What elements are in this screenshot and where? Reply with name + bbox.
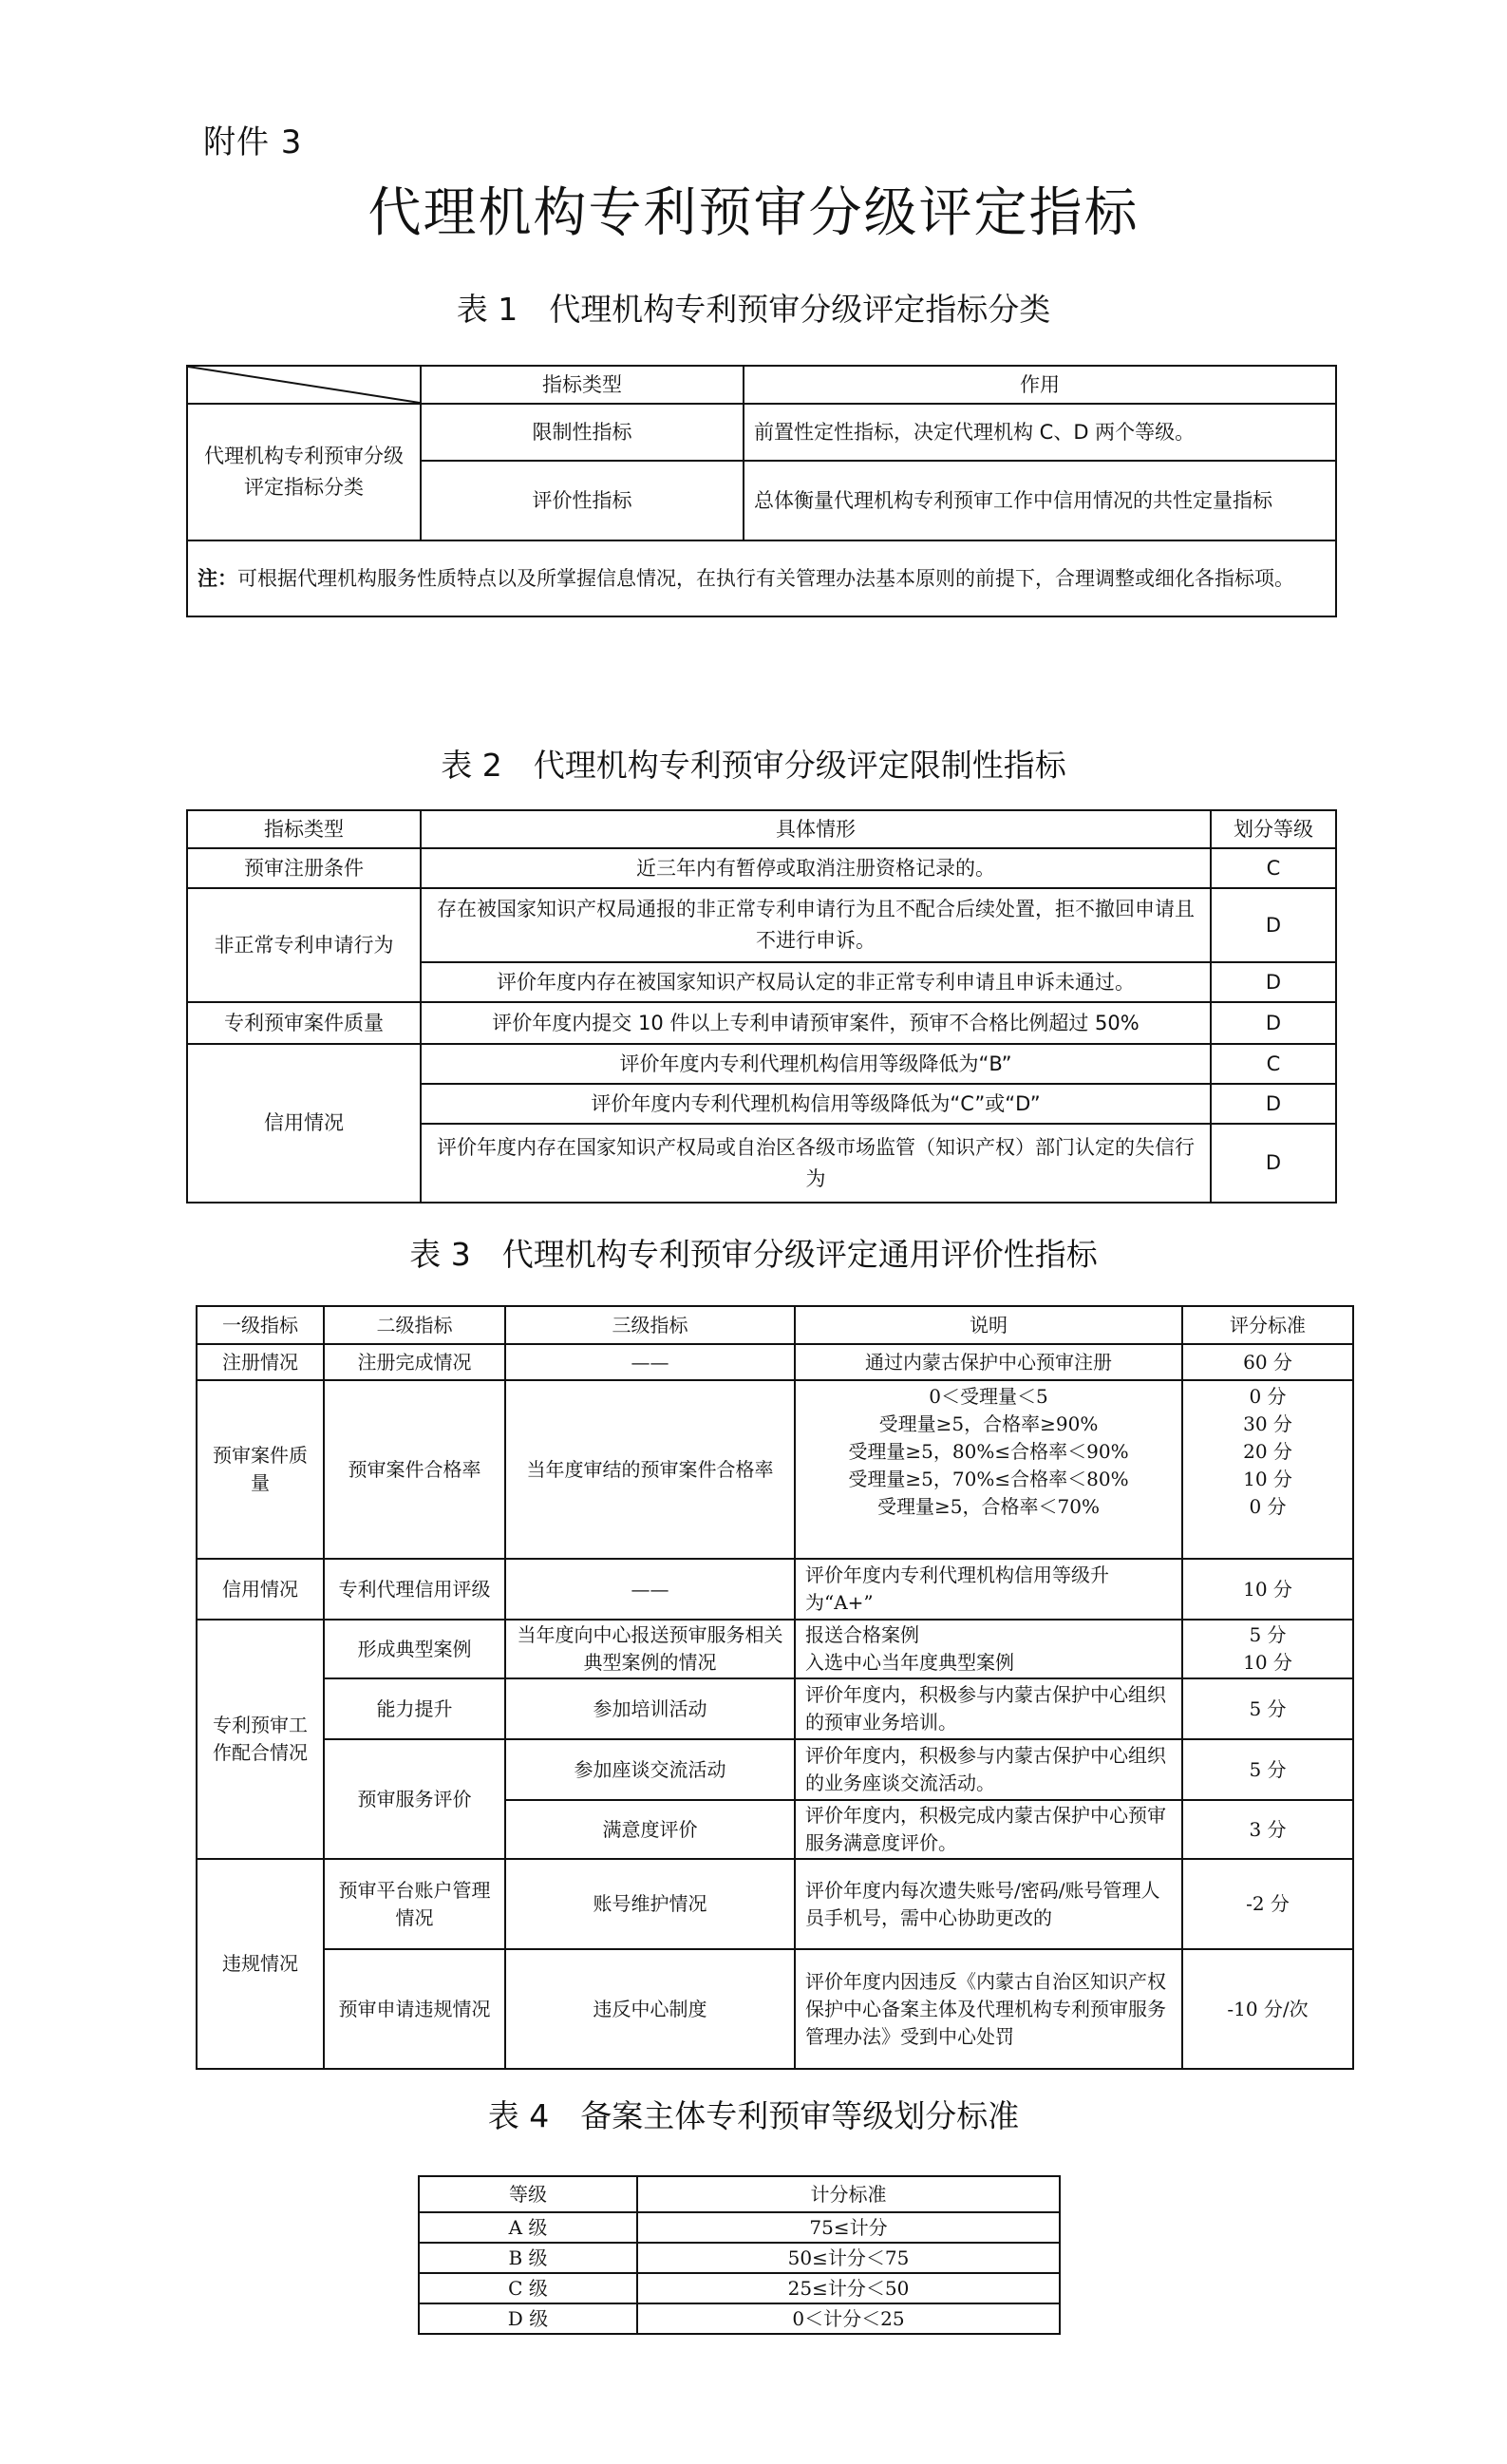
score-cell xyxy=(1182,1620,1353,1678)
quality-desc-line: 0＜受理量＜5 xyxy=(929,1385,1048,1408)
grade-cell: D xyxy=(1211,962,1336,1002)
indicator-type-cell: 限制性指标 xyxy=(421,404,744,461)
grade-cell: D xyxy=(1211,1124,1336,1203)
score-cell: 60 分 xyxy=(1182,1344,1353,1380)
table1-classification xyxy=(186,365,1337,617)
criteria-cell: 50≤计分＜75 xyxy=(637,2243,1060,2273)
grade-cell: A 级 xyxy=(419,2212,637,2243)
description-cell: 通过内蒙古保护中心预审注册 xyxy=(795,1344,1182,1380)
quality-score-line: 30 分 xyxy=(1243,1412,1292,1435)
score-cell: 3 分 xyxy=(1182,1800,1353,1859)
situation-cell: 评价年度内提交 10 件以上专利申请预审案件，预审不合格比例超过 50% xyxy=(421,1002,1211,1044)
case-score-line: 5 分 xyxy=(1249,1623,1287,1646)
situation-cell: 评价年度内存在被国家知识产权局认定的非正常专利申请且申诉未通过。 xyxy=(421,962,1211,1002)
quality-desc-line: 受理量≥5，合格率≥90% xyxy=(878,1412,1099,1435)
grade-cell: C xyxy=(1211,848,1336,888)
quality-score-line: 10 分 xyxy=(1243,1468,1292,1490)
score-cell: 5 分 xyxy=(1182,1678,1353,1739)
situation-cell: 近三年内有暂停或取消注册资格记录的。 xyxy=(421,848,1211,888)
case-desc-line: 入选中心当年度典型案例 xyxy=(805,1651,1014,1674)
description-cell: 评价年度内因违反《内蒙古自治区知识产权保护中心备案主体及代理机构专利预审服务管理办法》受到中心处罚 xyxy=(795,1949,1182,2069)
grade-cell: D xyxy=(1211,1084,1336,1124)
score-cell: -10 分/次 xyxy=(1182,1949,1353,2069)
indicator-type-cell: 专利预审案件质量 xyxy=(187,1002,421,1044)
score-cell xyxy=(1182,1380,1353,1559)
case-desc-line: 报送合格案例 xyxy=(805,1623,919,1646)
level2-cell: 专利代理信用评级 xyxy=(324,1559,505,1620)
level1-cell: 预审案件质量 xyxy=(197,1380,324,1559)
note-label: 注： xyxy=(198,566,237,590)
quality-desc-line: 受理量≥5，合格率＜70% xyxy=(877,1495,1100,1518)
criteria-cell: 75≤计分 xyxy=(637,2212,1060,2243)
header-level3: 三级指标 xyxy=(505,1306,795,1344)
criteria-cell: 0＜计分＜25 xyxy=(637,2303,1060,2334)
header-criteria: 计分标准 xyxy=(637,2176,1060,2212)
quality-score-line: 0 分 xyxy=(1249,1385,1287,1408)
level3-cell: 当年度审结的预审案件合格率 xyxy=(505,1380,795,1559)
level1-cell: 信用情况 xyxy=(197,1559,324,1620)
description-cell: 评价年度内，积极参与内蒙古保护中心组织的预审业务培训。 xyxy=(795,1678,1182,1739)
header-grade: 等级 xyxy=(419,2176,637,2212)
level3-cell: —— xyxy=(505,1559,795,1620)
indicator-type-cell: 预审注册条件 xyxy=(187,848,421,888)
header-indicator-type: 指标类型 xyxy=(421,366,744,404)
level2-cell: 能力提升 xyxy=(324,1678,505,1739)
grade-cell: D xyxy=(1211,888,1336,962)
score-cell: 10 分 xyxy=(1182,1559,1353,1620)
header-score: 评分标准 xyxy=(1182,1306,1353,1344)
criteria-cell: 25≤计分＜50 xyxy=(637,2273,1060,2303)
header-situation: 具体情形 xyxy=(421,810,1211,848)
level2-cell: 预审服务评价 xyxy=(324,1739,505,1859)
level3-cell: —— xyxy=(505,1344,795,1380)
level2-cell: 注册完成情况 xyxy=(324,1344,505,1380)
description-cell xyxy=(795,1380,1182,1559)
description-cell: 评价年度内专利代理机构信用等级升为“A+” xyxy=(795,1559,1182,1620)
indicator-role-cell: 前置性定性指标，决定代理机构 C、D 两个等级。 xyxy=(744,404,1336,461)
indicator-type-cell: 信用情况 xyxy=(187,1044,421,1203)
level1-cell: 专利预审工作配合情况 xyxy=(197,1620,324,1859)
grade-cell: D 级 xyxy=(419,2303,637,2334)
score-cell: -2 分 xyxy=(1182,1859,1353,1949)
level3-cell: 参加培训活动 xyxy=(505,1678,795,1739)
score-cell: 5 分 xyxy=(1182,1739,1353,1800)
level1-cell: 注册情况 xyxy=(197,1344,324,1380)
indicator-role-cell: 总体衡量代理机构专利预审工作中信用情况的共性定量指标 xyxy=(744,461,1336,540)
table3-title: 表 3 代理机构专利预审分级评定通用评价性指标 xyxy=(409,1236,1098,1273)
grade-cell: C xyxy=(1211,1044,1336,1084)
situation-cell: 评价年度内专利代理机构信用等级降低为“B” xyxy=(421,1044,1211,1084)
table2-restrictive xyxy=(186,809,1337,1204)
situation-cell: 评价年度内存在国家知识产权局或自治区各级市场监管（知识产权）部门认定的失信行为 xyxy=(421,1124,1211,1203)
header-description: 说明 xyxy=(795,1306,1182,1344)
level3-cell: 账号维护情况 xyxy=(505,1859,795,1949)
indicator-type-cell: 评价性指标 xyxy=(421,461,744,540)
description-cell: 评价年度内，积极完成内蒙古保护中心预审服务满意度评价。 xyxy=(795,1800,1182,1859)
situation-cell: 存在被国家知识产权局通报的非正常专利申请行为且不配合后续处置，拒不撤回申请且不进行申诉。 xyxy=(421,888,1211,962)
table4-grade-standard xyxy=(418,2175,1061,2335)
diagonal-line-icon xyxy=(188,367,420,403)
level2-cell: 预审平台账户管理情况 xyxy=(324,1859,505,1949)
table1-title: 表 1 代理机构专利预审分级评定指标分类 xyxy=(456,291,1051,328)
level2-cell: 预审申请违规情况 xyxy=(324,1949,505,2069)
description-cell: 评价年度内，积极参与内蒙古保护中心组织的业务座谈交流活动。 xyxy=(795,1739,1182,1800)
level3-cell: 违反中心制度 xyxy=(505,1949,795,2069)
grade-cell: D xyxy=(1211,1002,1336,1044)
attachment-label: 附件 3 xyxy=(203,123,303,161)
header-role: 作用 xyxy=(744,366,1336,404)
header-grade: 划分等级 xyxy=(1211,810,1336,848)
indicator-type-cell: 非正常专利申请行为 xyxy=(187,888,421,1002)
level3-cell: 参加座谈交流活动 xyxy=(505,1739,795,1800)
grade-cell: B 级 xyxy=(419,2243,637,2273)
note-text: 可根据代理机构服务性质特点以及所掌握信息情况，在执行有关管理办法基本原则的前提下，合理调整或细化各指标项。 xyxy=(237,566,1294,590)
level2-cell: 预审案件合格率 xyxy=(324,1380,505,1559)
description-cell: 评价年度内每次遗失账号/密码/账号管理人员手机号，需中心协助更改的 xyxy=(795,1859,1182,1949)
row-group-label: 代理机构专利预审分级评定指标分类 xyxy=(187,404,421,540)
case-score-line: 10 分 xyxy=(1243,1651,1292,1674)
level3-cell: 当年度向中心报送预审服务相关典型案例的情况 xyxy=(505,1620,795,1678)
quality-score-line: 0 分 xyxy=(1249,1495,1287,1518)
level2-cell: 形成典型案例 xyxy=(324,1620,505,1678)
level1-cell: 违规情况 xyxy=(197,1859,324,2069)
table3-evaluative xyxy=(196,1305,1354,2070)
table1-note xyxy=(187,540,1336,616)
table2-title: 表 2 代理机构专利预审分级评定限制性指标 xyxy=(441,747,1066,784)
header-indicator-type: 指标类型 xyxy=(187,810,421,848)
quality-desc-line: 受理量≥5，80%≤合格率＜90% xyxy=(848,1440,1129,1463)
quality-desc-line: 受理量≥5，70%≤合格率＜80% xyxy=(848,1468,1129,1490)
header-level1: 一级指标 xyxy=(197,1306,324,1344)
table4-title: 表 4 备案主体专利预审等级划分标准 xyxy=(487,2097,1020,2134)
situation-cell: 评价年度内专利代理机构信用等级降低为“C”或“D” xyxy=(421,1084,1211,1124)
description-cell xyxy=(795,1620,1182,1678)
grade-cell: C 级 xyxy=(419,2273,637,2303)
page-title: 代理机构专利预审分级评定指标 xyxy=(367,182,1140,244)
header-level2: 二级指标 xyxy=(324,1306,505,1344)
level3-cell: 满意度评价 xyxy=(505,1800,795,1859)
quality-score-line: 20 分 xyxy=(1243,1440,1292,1463)
diagonal-header-cell xyxy=(187,366,421,404)
